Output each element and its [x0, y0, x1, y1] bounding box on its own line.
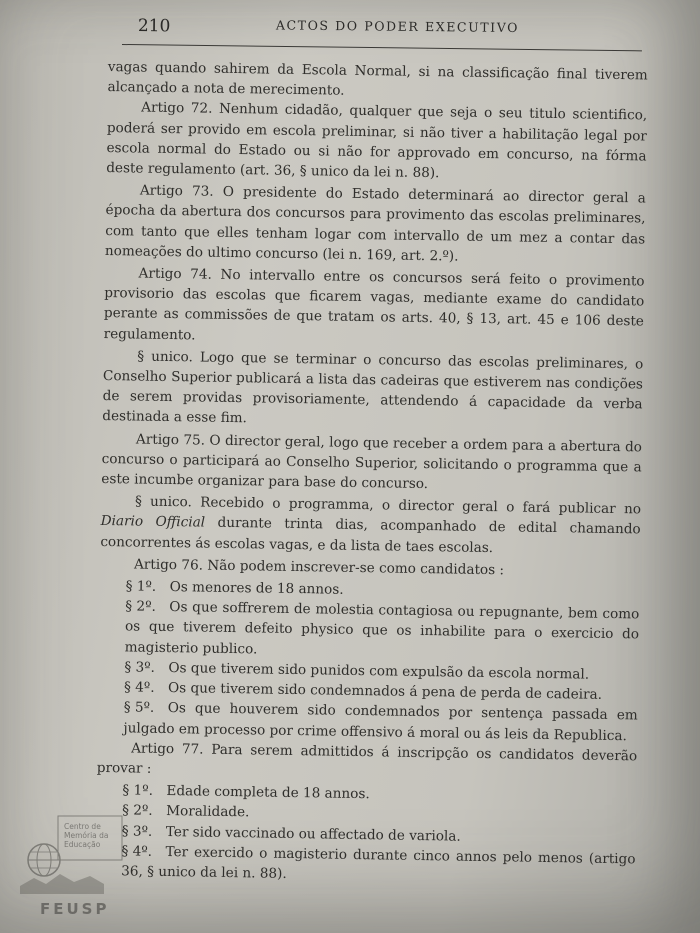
feusp-logo: FEUSP [40, 900, 110, 918]
paragraph-artigo-75: Artigo 75. O director geral, logo que receber a ordem para a abertura do concurso o participará ao Conselho Superior, solicitando o programma que a este incumbe organizar para base do concurso. [101, 431, 643, 493]
page-header [138, 14, 638, 45]
paragraph-artigo-77: Artigo 77. Para serem admittidos á inscripção os candidatos deverão provar : [96, 740, 638, 777]
paragraph-artigo-74: Artigo 74. No intervallo entre os concursos será feito o provimento provisorio das escolas que ficarem vagas, mediante exame do candidato perante as commissões de que tratam os arts. 40, § 13, art. 45 e 106 deste regulamento. [103, 265, 645, 344]
stamp-line: Educação [64, 840, 101, 849]
paragraph-artigo-74-unico: § unico. Logo que se terminar o concurso das escolas preliminares, o Conselho Superior publicará a lista das cadeiras que estiverem nas condições de serem providas provisoriamente, attendendo á capacidade da verba destinada a esse fim. [102, 348, 644, 427]
item-text: Os menores de 18 annos. [169, 579, 344, 598]
stamp-line: Memória da [64, 831, 109, 840]
item-text: Ter exercido o magisterio durante cinco annos pelo menos (artigo 36, § unico da lei n. 88). [121, 843, 636, 882]
archive-watermark-stamp [0, 808, 148, 933]
item-mark: § 2º. [125, 598, 156, 616]
artigo-76-items [97, 576, 639, 746]
list-item [95, 841, 636, 890]
page-number: 210 [137, 15, 171, 37]
unico-text-a: § unico. Recebido o programma, o director geral o fará publicar no [134, 493, 642, 518]
item-mark: § 4º. [123, 679, 155, 696]
artigo-77-items [95, 780, 637, 889]
item-text: Moralidade. [166, 803, 250, 821]
item-text: Os que houverem sido condemnados por sentença passada em julgado em processo por crime offensivo á moral ou ás leis da Republica. [123, 700, 638, 744]
item-text: Os que tiverem sido condemnados á pena de perda de cadeira. [167, 680, 603, 703]
stamp-caption [64, 822, 124, 849]
paragraph-artigo-73: Artigo 73. O presidente do Estado determinará ao director geral a épocha da abertura dos concursos para provimento das escolas preliminares, com tanto que elles tenham logar com intervallo de um mez a contar das nomeações do ultimo concurso (lei n. 169, art. 2.º). [104, 182, 646, 265]
paragraph-continuation: vagas quando sahirem da Escola Normal, si na classificação final tiverem alcançado a nota de merecimento. [107, 58, 648, 99]
paragraph-artigo-75-unico [100, 491, 641, 560]
item-mark: § 1º. [125, 578, 157, 595]
running-title: ACTOS DO PODER EXECUTIVO [275, 17, 520, 35]
item-text: Os que soffrerem de molestia contagiosa ou repugnante, bem como os que tiverem defeito physico que os inhabilite para o exercicio do magisterio publico. [124, 599, 640, 658]
item-mark: § 4º. [121, 843, 153, 860]
header-rule [122, 44, 642, 51]
paragraph-artigo-76: Artigo 76. Não podem inscrever-se como candidatos : [133, 556, 505, 579]
item-text: Ter sido vaccinado ou affectado de variola. [165, 823, 461, 845]
body-text [95, 57, 648, 890]
item-mark: § 2º. [122, 802, 153, 820]
item-mark: § 3º. [124, 659, 156, 676]
paragraph-artigo-72: Artigo 72. Nenhum cidadão, qualquer que seja o seu titulo scientifico, poderá ser provido em escola preliminar, si não tiver a habilitação legal por escola normal do Estado ou si não for approvado em concurso, na fórma deste regulamento (art. 36, § unico da lei n. 88). [106, 99, 648, 182]
item-mark: § 1º. [122, 782, 154, 799]
list-item [99, 596, 640, 665]
item-mark: § 3º. [121, 822, 153, 840]
unico-text-b: durante trinta dias, acompanhado de edital chamando concorrentes ás escolas vagas, e da lista de taes escolas. [100, 515, 641, 556]
item-text: Os que tiverem sido punidos com expulsão da escola normal. [168, 659, 590, 683]
stamp-line: Centro de [64, 822, 101, 831]
item-text: Edade completa de 18 annos. [166, 783, 370, 803]
diario-official-italic: Diario Official [100, 513, 206, 532]
item-mark: § 5º. [123, 699, 155, 717]
